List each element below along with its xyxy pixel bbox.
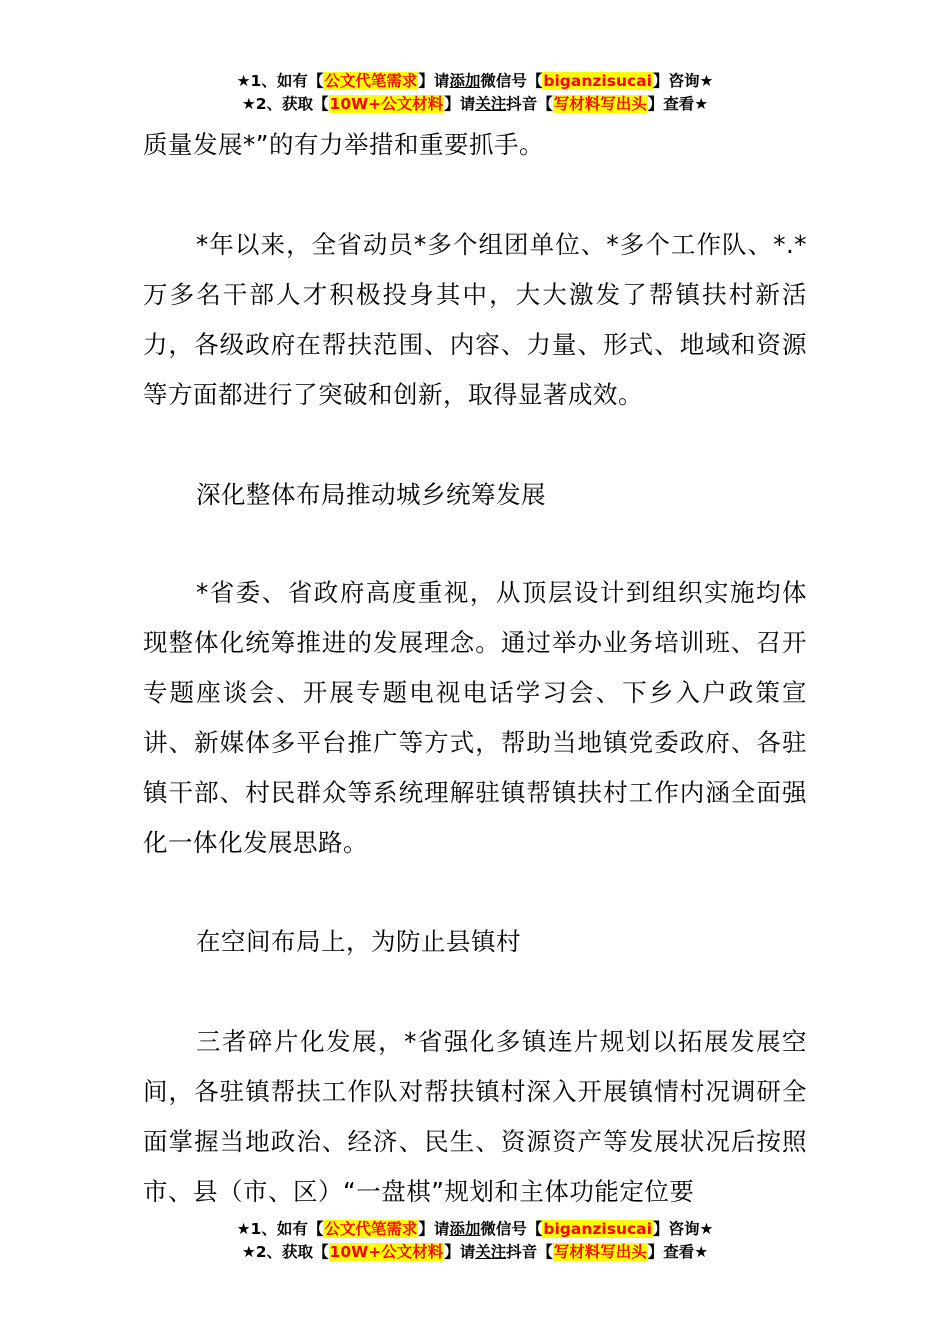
footer-banner xyxy=(0,1218,950,1264)
banner-text: ★1、如有【 xyxy=(236,1220,324,1238)
banner-line-2 xyxy=(0,1241,950,1264)
banner-highlight: 公文代笔需求 xyxy=(324,1220,418,1238)
header-banner xyxy=(0,70,950,116)
banner-text: 】咨询★ xyxy=(652,1220,714,1238)
banner-underlined: 添加 xyxy=(449,1220,481,1238)
banner-highlight-wechat: biganzisucai xyxy=(543,72,652,90)
banner-text: ★1、如有【 xyxy=(236,72,324,90)
banner-text: 微信号【 xyxy=(480,72,543,90)
paragraph-body: 在空间布局上，为防止县镇村 xyxy=(196,927,521,956)
banner-underlined: 关注 xyxy=(475,95,507,113)
banner-text: 】请 xyxy=(444,1243,476,1261)
banner-text: 抖音【 xyxy=(506,95,553,113)
banner-line-1 xyxy=(0,70,950,93)
banner-highlight-douyin: 写材料写出头 xyxy=(553,95,647,113)
banner-text: 】请 xyxy=(444,95,476,113)
banner-line-1 xyxy=(0,1218,950,1241)
banner-text: 】咨询★ xyxy=(652,72,714,90)
banner-underlined: 添加 xyxy=(449,72,481,90)
banner-highlight: 10W+公文材料 xyxy=(329,1243,444,1261)
banner-text: 】查看★ xyxy=(647,1243,709,1261)
paragraph-body: *省委、省政府高度重视，从顶层设计到组织实施均体现整体化统筹推进的发展理念。通过举办业务培训班、召开专题座谈会、开展专题电视电话学习会、下乡入户政策宣讲、新媒体多平台推广等方式，帮助当地镇党委政府、各驻镇干部、村民群众等系统理解驻镇帮镇扶村工作内涵全面强化一体化发展思路。 xyxy=(143,578,807,857)
paragraph-continuation: 质量发展*”的有力举措和重要抓手。 xyxy=(143,130,544,159)
banner-highlight: 公文代笔需求 xyxy=(324,72,418,90)
banner-highlight-wechat: biganzisucai xyxy=(543,1220,652,1238)
banner-text: 】请 xyxy=(418,72,450,90)
paragraph-body: 三者碎片化发展，*省强化多镇连片规划以拓展发展空间，各驻镇帮扶工作队对帮扶镇村深入开展镇情村况调研全面掌握当地政治、经济、民生、资源资产等发展状况后按照市、县（市、区）“一盘棋”规划和主体功能定位要 xyxy=(143,1027,807,1206)
banner-text: 】请 xyxy=(418,1220,450,1238)
banner-underlined: 关注 xyxy=(475,1243,507,1261)
banner-highlight: 10W+公文材料 xyxy=(329,95,444,113)
banner-text: ★2、获取【 xyxy=(241,95,329,113)
banner-text: ★2、获取【 xyxy=(241,1243,329,1261)
paragraph-body: *年以来，全省动员*多个组团单位、*多个工作队、*.*万多名干部人才积极投身其中，大大激发了帮镇扶村新活力，各级政府在帮扶范围、内容、力量、形式、地域和资源等方面都进行了突破和创新，取得显著成效。 xyxy=(143,230,807,409)
banner-line-2 xyxy=(0,93,950,116)
banner-text: 微信号【 xyxy=(480,1220,543,1238)
banner-text: 】查看★ xyxy=(647,95,709,113)
banner-text: 抖音【 xyxy=(506,1243,553,1261)
section-heading: 深化整体布局推动城乡统筹发展 xyxy=(196,480,546,509)
banner-highlight-douyin: 写材料写出头 xyxy=(553,1243,647,1261)
